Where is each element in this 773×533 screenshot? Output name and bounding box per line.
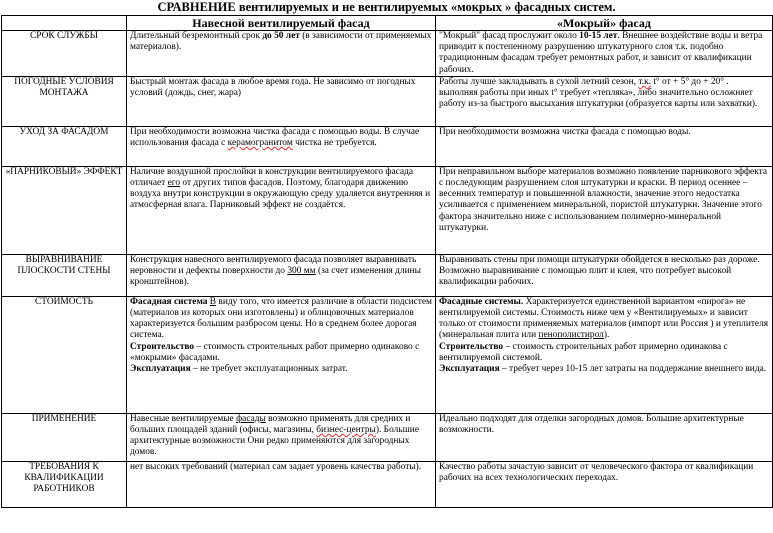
table-row: [2, 296, 773, 413]
row-criterion: «ПАРНИКОВЫЙ» ЭФФЕКТ: [2, 166, 127, 254]
cell-ventilated: Наличие воздушной прослойки в конструкции вентилируемого фасада отличает его от других типов фасадов. Поэтому, благодаря движению воздуха внутри конструкции в окружающую среду удаляется внутренняя и атмосферная влага. Парниковый эффект не создаётся.: [127, 166, 436, 254]
row-criterion: ТРЕБОВАНИЯ К КВАЛИФИКАЦИИ РАБОТНИКОВ: [2, 461, 127, 507]
table-row: [2, 413, 773, 461]
row-criterion: ПОГОДНЫЕ УСЛОВИЯ МОНТАЖА: [2, 76, 127, 126]
table-row: [2, 76, 773, 126]
cell-ventilated: Быстрый монтаж фасада в любое время года. Не зависимо от погодных условий (дождь, снег, жара): [127, 76, 436, 126]
cell-ventilated: При необходимости возможна чистка фасада с помощью воды. В случае использования фасада с керамогранитом чистка не требуется.: [127, 126, 436, 166]
cell-wet: Работы лучше закладывать в сухой летний сезон, т.к. t° от + 5° до + 20° . выполняя работы при иных t° требует «тепляка», либо значительно осложняет работу из-за быстрого высыхания штукатурки (образуется карты или захватки).: [436, 76, 773, 126]
cell-wet: Идеально подходят для отделки загородных домов. Большие архитектурные возможности.: [436, 413, 773, 461]
table-row: [2, 31, 773, 77]
cell-ventilated: Навесные вентилируемые фасады возможно применять для средних и больших площадей зданий (офисы, магазины, бизнес-центры). Большие архитектурные возможности Они редко применяются для загородных домов.: [127, 413, 436, 461]
row-criterion: ПРИМЕНЕНИЕ: [2, 413, 127, 461]
comparison-table: [1, 15, 773, 508]
table-row: [2, 166, 773, 254]
row-criterion: ВЫРАВНИВАНИЕ ПЛОСКОСТИ СТЕНЫ: [2, 254, 127, 296]
cell-ventilated: нет высоких требований (материал сам задает уровень качества работы).: [127, 461, 436, 507]
table-row: [2, 126, 773, 166]
table-header-row: [2, 16, 773, 31]
document-title: СРАВНЕНИЕ вентилируемых и не вентилируемых «мокрых » фасадных систем.: [157, 0, 616, 14]
cell-wet: При неправильном выборе материалов возможно появление парникового эффекта с последующим разрушением слоя штукатурки и краски. В период осеннее – весенних температур и повышенной влажности, значение этого недостатка усиливается с применением минеральной, пористой штукатурки. Значение этого фактора значительно ниже с использованием полимерно-минеральной штукатурки.: [436, 166, 773, 254]
cell-wet: Выравнивать стены при помощи штукатурки обойдется в несколько раз дороже. Возможно выравнивание с помощью плит и клея, что потребует высокой квалификации рабочих.: [436, 254, 773, 296]
row-criterion: УХОД ЗА ФАСАДОМ: [2, 126, 127, 166]
row-criterion: СТОИМОСТЬ: [2, 296, 127, 413]
cell-wet: При необходимости возможна чистка фасада с помощью воды.: [436, 126, 773, 166]
header-criterion: [2, 16, 127, 31]
table-row: [2, 461, 773, 507]
header-ventilated: Навесной вентилируемый фасад: [127, 16, 436, 31]
header-wet: «Мокрый» фасад: [436, 16, 773, 31]
cell-wet: Качество работы зачастую зависит от человеческого фактора от квалификации рабочих на всех технологических переходах.: [436, 461, 773, 507]
cell-ventilated: Фасадная система В виду того, что имеется различие в области подсистем (материалов из которых они изготовлены) и облицовочных материалов характеризуется большим разбросом цены. Но в среднем более дорогая система. Строительство – стоимость строительных работ примерно одинаково с «мокрыми» фасадами. Эксплуатация – не требует эксплуатационных затрат.: [127, 296, 436, 413]
cell-wet: Фасадные системы. Характеризуется единственной вариантом «пирога» не вентилируемой системы. Стоимость ниже чем у «Вентилируемых» и зависит только от стоимости применяемых материалов (импорт или Россия ) и утеплителя (минеральная плита или пенополистирол). Строительство – стоимость строительных работ примерно одинакова с вентилируемой системой. Эксплуатация – требует через 10-15 лет затраты на поддержание внешнего вида.: [436, 296, 773, 413]
cell-ventilated: Длительный безремонтный срок до 50 лет (в зависимости от применяемых материалов).: [127, 31, 436, 77]
row-criterion: СРОК СЛУЖБЫ: [2, 31, 127, 77]
cell-ventilated: Конструкция навесного вентилируемого фасада позволяет выравнивать неровности и дефекты поверхности до 300 мм (за счет изменения длины кронштейнов).: [127, 254, 436, 296]
table-row: [2, 254, 773, 296]
cell-wet: "Мокрый" фасад прослужит около 10-15 лет. Внешнее воздействие воды и ветра приводит к постепенному разрушению штукатурного слоя т.к. подобно традиционным фасадам требует ремонтных работ, и зависит от квалификации рабочих.: [436, 31, 773, 77]
